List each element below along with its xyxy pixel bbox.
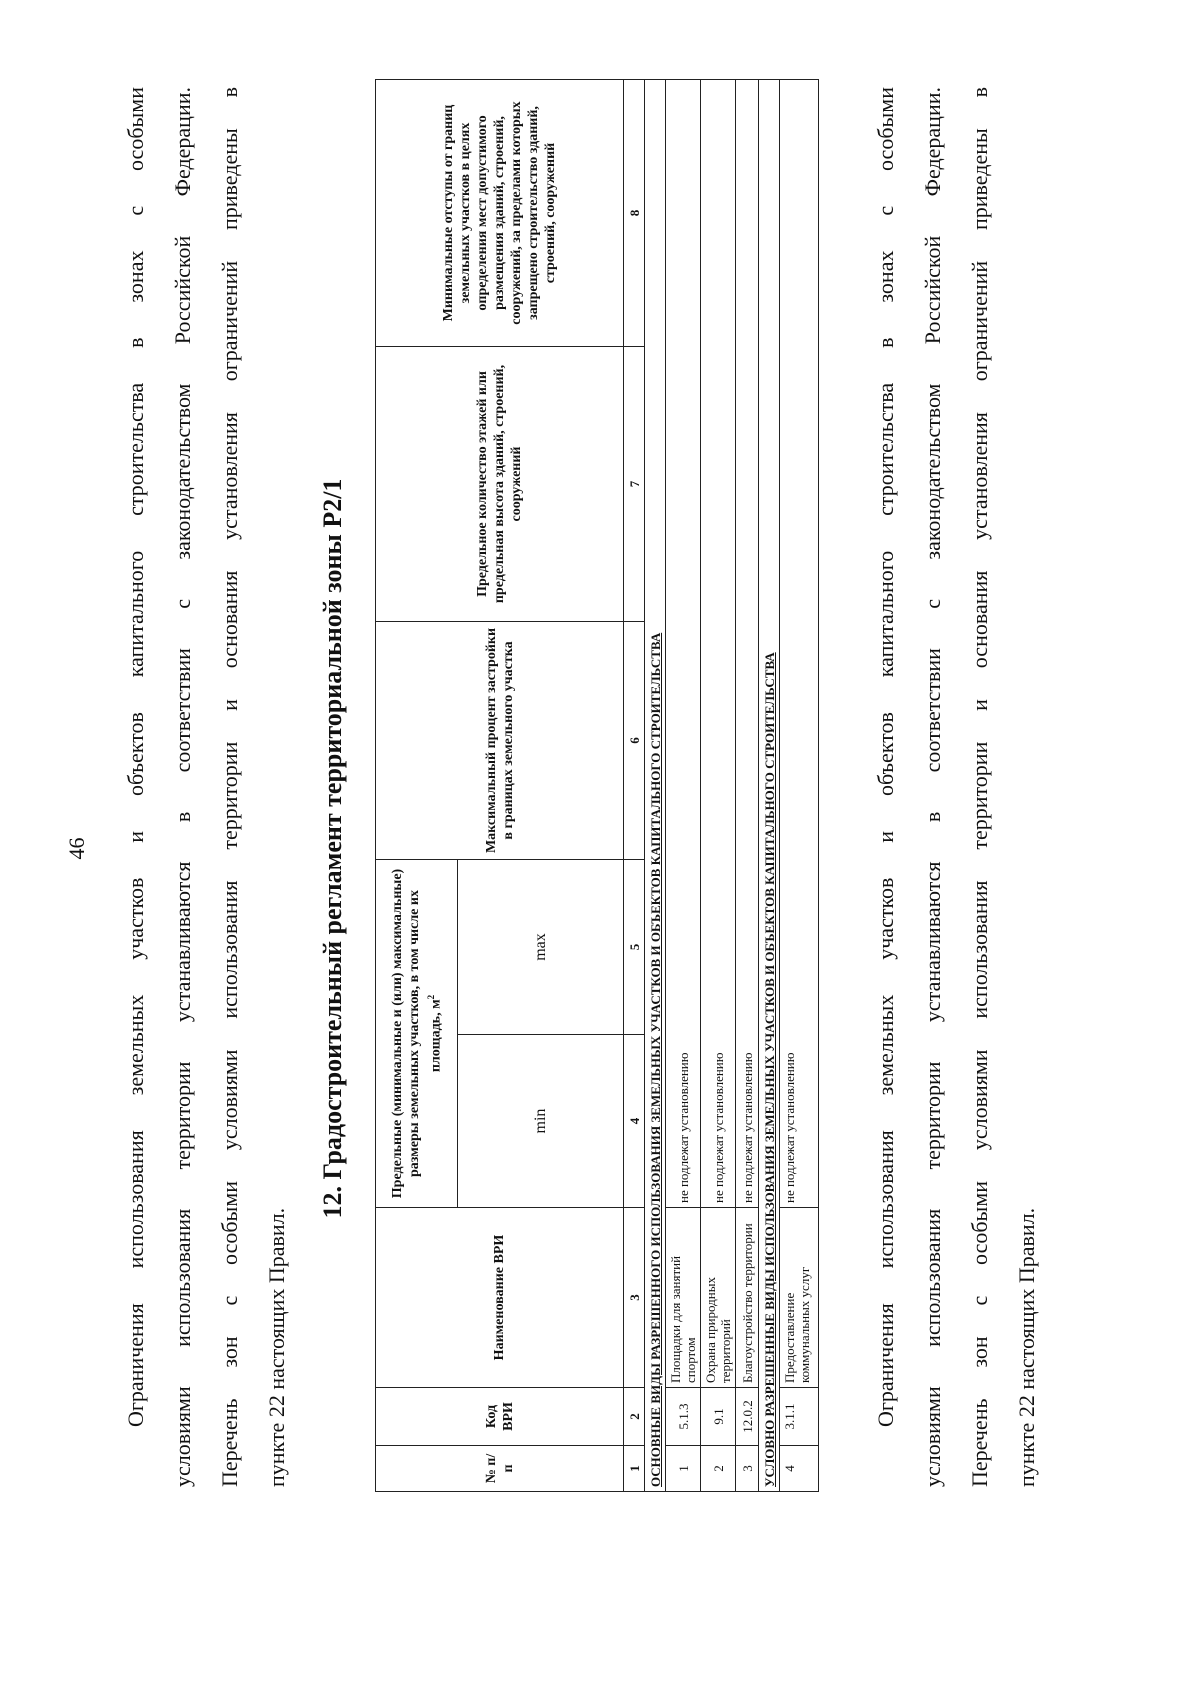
column-number: 7: [624, 347, 645, 622]
section-conditional-label: УСЛОВНО РАЗРЕШЕННЫЕ ВИДЫ ИСПОЛЬЗОВАНИЯ ЗЕМЕЛЬНЫХ УЧАСТКОВ И ОБЪЕКТОВ КАПИТАЛЬНОГО СТРОИТЕЛЬСТВА: [759, 80, 780, 1492]
column-number: 1: [624, 1446, 645, 1492]
row-no: 4: [780, 1446, 819, 1492]
header-percent: Максимальный процент застройки в границах земельного участка: [376, 622, 624, 860]
paragraph-line: Ограничения использования земельных участков и объектов капитального строительства в зонах с особыми: [123, 87, 148, 1427]
column-number-row: [624, 80, 645, 1492]
paragraph-bottom: [862, 87, 1050, 1487]
header-sizes-text: Предельные (минимальные и (или) максимальные) размеры земельных участков, в том числе их площадь, м: [389, 868, 444, 1199]
row-value: не подлежат установлению: [780, 80, 819, 1208]
paragraph-line: пункте 22 настоящих Правил.: [264, 1207, 289, 1487]
header-no: № п/п: [376, 1446, 624, 1492]
header-min: min: [458, 1035, 624, 1208]
paragraph-top: [112, 87, 300, 1487]
column-number: 3: [624, 1208, 645, 1388]
row-value: не подлежат установлению: [736, 80, 759, 1208]
paragraph-line: условиями использования территории устанавливаются в соответствии с законодательством Российской Федерации.: [920, 87, 945, 1487]
table-row: [701, 80, 736, 1492]
row-value: не подлежат установлению: [701, 80, 736, 1208]
row-no: 2: [701, 1446, 736, 1492]
zone-heading: 12. Градостроительный регламент территориальной зоны Р2/1: [318, 478, 347, 1219]
header-sizes-sup: 2: [425, 994, 436, 1000]
row-name: Предоставление коммунальных услуг: [780, 1208, 819, 1388]
table-row: [780, 80, 819, 1492]
table-row: [736, 80, 759, 1492]
header-sizes: [376, 860, 458, 1208]
row-name: Благоустройство территории: [736, 1208, 759, 1388]
header-name: Наименование ВРИ: [376, 1208, 624, 1388]
paragraph-line: Перечень зон с особыми условиями использования территории и основания установления ограничений приведены в: [967, 87, 992, 1487]
header-floors: Предельное количество этажей или предельная высота зданий, строений, сооружений: [376, 347, 624, 622]
row-code: 5.1.3: [666, 1388, 701, 1446]
header-setbacks: Минимальные отступы от границ земельных участков в целях определения мест допустимого размещения зданий, строений, сооружений, за пределами которых запрещено строительство зданий, строений, сооружений: [376, 80, 624, 347]
column-number: 4: [624, 1035, 645, 1208]
column-number: 5: [624, 860, 645, 1035]
header-max: max: [458, 860, 624, 1035]
row-code: 3.1.1: [780, 1388, 819, 1446]
section-conditional-row: [759, 80, 780, 1492]
row-code: 9.1: [701, 1388, 736, 1446]
paragraph-line: пункте 22 настоящих Правил.: [1014, 1207, 1039, 1487]
column-number: 6: [624, 622, 645, 860]
section-main-row: [645, 80, 666, 1492]
column-number: 2: [624, 1388, 645, 1446]
paragraph-line: условиями использования территории устанавливаются в соответствии с законодательством Российской Федерации.: [170, 87, 195, 1487]
row-code: 12.0.2: [736, 1388, 759, 1446]
row-name: Охрана природных территорий: [701, 1208, 736, 1388]
regulation-table: [375, 79, 819, 1492]
paragraph-line: Ограничения использования земельных участков и объектов капитального строительства в зонах с особыми: [873, 87, 898, 1427]
row-name: Площадки для занятий спортом: [666, 1208, 701, 1388]
page-number: 46: [64, 837, 89, 860]
table-row: [666, 80, 701, 1492]
row-value: не подлежат установлению: [666, 80, 701, 1208]
row-no: 3: [736, 1446, 759, 1492]
section-main-label: ОСНОВНЫЕ ВИДЫ РАЗРЕШЕННОГО ИСПОЛЬЗОВАНИЯ ЗЕМЕЛЬНЫХ УЧАСТКОВ И ОБЪЕКТОВ КАПИТАЛЬНОГО СТРОИТЕЛЬСТВА: [645, 80, 666, 1492]
paragraph-line: Перечень зон с особыми условиями использования территории и основания установления ограничений приведены в: [217, 87, 242, 1487]
row-no: 1: [666, 1446, 701, 1492]
header-code: Код ВРИ: [376, 1388, 624, 1446]
column-number: 8: [624, 80, 645, 347]
